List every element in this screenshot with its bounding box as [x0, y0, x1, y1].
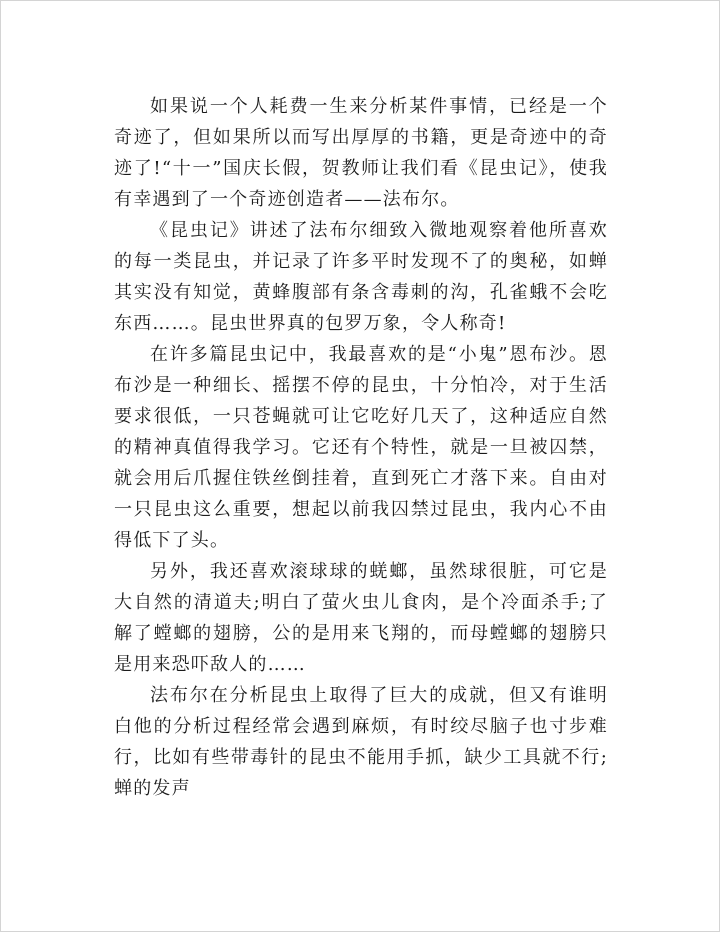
- paragraph-3: 在许多篇昆虫记中，我最喜欢的是“小鬼”恩布沙。恩布沙是一种细长、摇摆不停的昆虫，十分怕冷，对于生活要求很低，一只苍蝇就可让它吃好几天了，这种适应自然的精神真值得我学习。它还有个特性，就是一旦被囚禁，就会用后爪握住铁丝倒挂着，直到死亡才落下来。自由对一只昆虫这么重要，想起以前我囚禁过昆虫，我内心不由得低下了头。: [114, 344, 608, 551]
- paragraph-4: 另外，我还喜欢滚球球的蜣螂，虽然球很脏，可它是大自然的清道夫;明白了萤火虫儿食肉，是个冷面杀手;了解了螳螂的翅膀，公的是用来飞翔的，而母螳螂的翅膀只是用来恐吓敌人的……: [114, 561, 608, 675]
- paragraph-1: 如果说一个人耗费一生来分析某件事情，已经是一个奇迹了，但如果所以而写出厚厚的书籍，更是奇迹中的奇迹了!“十一”国庆长假，贺教师让我们看《昆虫记》，使我有幸遇到了一个奇迹创造者——法布尔。: [114, 96, 608, 210]
- paragraph-5: 法布尔在分析昆虫上取得了巨大的成就，但又有谁明白他的分析过程经常会遇到麻烦，有时绞尽脑子也寸步难行，比如有些带毒针的昆虫不能用手抓，缺少工具就不行;蝉的发声: [114, 685, 608, 799]
- paragraph-2: 《昆虫记》讲述了法布尔细致入微地观察着他所喜欢的每一类昆虫，并记录了许多平时发现不了的奥秘，如蝉其实没有知觉，黄蜂腹部有条含毒刺的沟，孔雀蛾不会吃东西……。昆虫世界真的包罗万象，令人称奇!: [114, 220, 608, 334]
- document-body: [114, 91, 608, 804]
